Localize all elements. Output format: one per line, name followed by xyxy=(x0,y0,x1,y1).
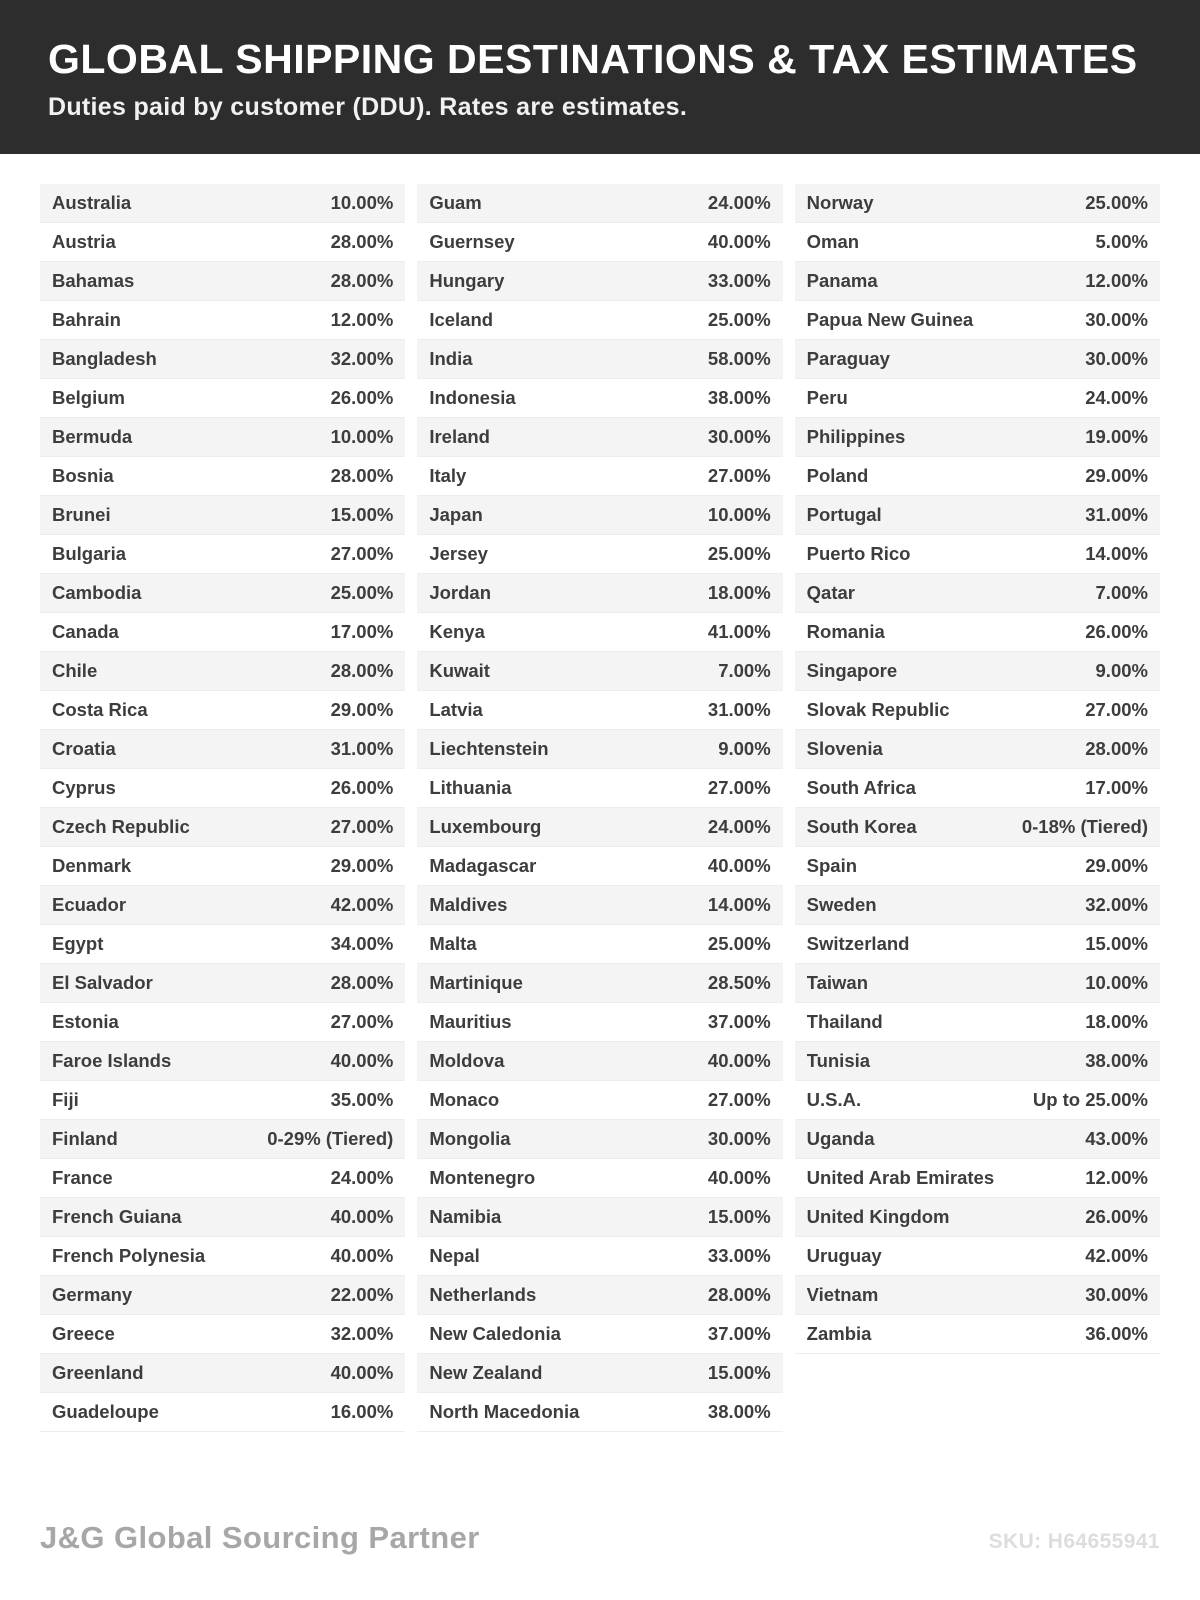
table-row xyxy=(40,964,405,1003)
rate-value: 38.00% xyxy=(707,1401,771,1423)
rate-value: 27.00% xyxy=(330,816,394,838)
country-label: Vietnam xyxy=(806,1284,879,1306)
sku-label: SKU: H64655941 xyxy=(988,1530,1160,1553)
table-row xyxy=(795,1237,1160,1276)
table-row xyxy=(417,925,782,964)
country-label: Monaco xyxy=(429,1089,500,1111)
table-row xyxy=(417,223,782,262)
country-label: Croatia xyxy=(52,738,116,760)
rate-value: 24.00% xyxy=(330,1167,394,1189)
rate-value: 27.00% xyxy=(707,1089,771,1111)
table-row xyxy=(417,184,782,223)
country-label: Brunei xyxy=(52,504,111,526)
table-row xyxy=(40,613,405,652)
table-row xyxy=(417,574,782,613)
rate-value: 30.00% xyxy=(707,1128,771,1150)
country-label: Panama xyxy=(806,270,878,292)
country-label: Bahrain xyxy=(52,309,121,331)
rate-value: 24.00% xyxy=(1085,387,1148,409)
table-row xyxy=(417,847,782,886)
table-row xyxy=(795,847,1160,886)
country-label: Paraguay xyxy=(806,348,890,370)
header xyxy=(0,0,1200,154)
country-label: Australia xyxy=(52,192,132,214)
rate-value: 29.00% xyxy=(330,855,394,877)
country-label: Slovenia xyxy=(806,738,883,760)
rate-value: 15.00% xyxy=(1085,933,1148,955)
table-row xyxy=(40,535,405,574)
rate-value: 0-29% (Tiered) xyxy=(267,1128,394,1150)
country-label: Puerto Rico xyxy=(806,543,911,565)
table-row xyxy=(40,301,405,340)
table-row xyxy=(795,769,1160,808)
table-row xyxy=(795,301,1160,340)
country-label: France xyxy=(52,1167,113,1189)
country-label: Hungary xyxy=(429,270,505,292)
table-row xyxy=(40,1315,405,1354)
rate-value: 30.00% xyxy=(707,426,771,448)
table-row xyxy=(417,613,782,652)
rate-value: 40.00% xyxy=(707,1050,771,1072)
rate-value: 36.00% xyxy=(1085,1323,1148,1345)
country-label: Chile xyxy=(52,660,98,682)
rate-value: 29.00% xyxy=(1085,465,1148,487)
country-label: New Zealand xyxy=(429,1362,543,1384)
table-row xyxy=(40,730,405,769)
rate-value: 24.00% xyxy=(707,816,771,838)
rate-value: 28.00% xyxy=(330,972,394,994)
rates-table xyxy=(0,154,1200,1432)
page-subtitle: Duties paid by customer (DDU). Rates are estimates. xyxy=(48,93,688,122)
table-row xyxy=(417,1081,782,1120)
page-title: GLOBAL SHIPPING DESTINATIONS & TAX ESTIMATES xyxy=(48,36,1138,82)
table-row xyxy=(417,379,782,418)
rate-value: 7.00% xyxy=(1095,582,1148,604)
table-row xyxy=(40,1276,405,1315)
table-row xyxy=(795,964,1160,1003)
country-label: United Arab Emirates xyxy=(806,1167,995,1189)
table-row xyxy=(40,457,405,496)
country-label: Switzerland xyxy=(806,933,910,955)
rate-value: 58.00% xyxy=(707,348,771,370)
rate-value: 32.00% xyxy=(330,1323,394,1345)
table-row xyxy=(795,1315,1160,1354)
rate-value: 27.00% xyxy=(330,543,394,565)
table-row xyxy=(40,1198,405,1237)
brand-text: J&G Global Sourcing Partner xyxy=(40,1520,480,1555)
rate-value: 27.00% xyxy=(330,1011,394,1033)
rate-value: 40.00% xyxy=(707,231,771,253)
rate-value: 27.00% xyxy=(707,465,771,487)
table-row xyxy=(40,925,405,964)
country-label: Faroe Islands xyxy=(52,1050,172,1072)
table-row xyxy=(417,808,782,847)
country-label: Ecuador xyxy=(52,894,127,916)
country-label: Romania xyxy=(806,621,885,643)
table-row xyxy=(795,184,1160,223)
country-label: South Korea xyxy=(806,816,917,838)
rate-value: 26.00% xyxy=(330,387,394,409)
table-row xyxy=(795,1003,1160,1042)
table-row xyxy=(417,1237,782,1276)
rate-value: 10.00% xyxy=(330,192,394,214)
rate-value: 25.00% xyxy=(330,582,394,604)
rate-column-3 xyxy=(795,184,1160,1354)
country-label: French Polynesia xyxy=(52,1245,206,1267)
table-row xyxy=(795,340,1160,379)
country-label: Thailand xyxy=(806,1011,883,1033)
country-label: Jordan xyxy=(429,582,492,604)
rate-value: 32.00% xyxy=(1085,894,1148,916)
rate-value: 28.00% xyxy=(330,270,394,292)
table-row xyxy=(417,496,782,535)
rate-value: 5.00% xyxy=(1095,231,1148,253)
country-label: Costa Rica xyxy=(52,699,148,721)
rate-value: 35.00% xyxy=(330,1089,394,1111)
rate-value: 25.00% xyxy=(707,933,771,955)
rate-value: 12.00% xyxy=(1085,270,1148,292)
rate-value: 42.00% xyxy=(1085,1245,1148,1267)
table-row xyxy=(40,1042,405,1081)
country-label: El Salvador xyxy=(52,972,153,994)
table-row xyxy=(40,1081,405,1120)
rate-value: 30.00% xyxy=(1085,348,1148,370)
table-row xyxy=(40,691,405,730)
rate-value: 18.00% xyxy=(707,582,771,604)
table-row xyxy=(40,769,405,808)
rate-value: 28.50% xyxy=(707,972,771,994)
country-label: Iceland xyxy=(429,309,494,331)
table-row xyxy=(417,1003,782,1042)
country-label: Guam xyxy=(429,192,482,214)
country-label: Guernsey xyxy=(429,231,515,253)
country-label: Oman xyxy=(806,231,860,253)
table-row xyxy=(417,1120,782,1159)
rate-value: 43.00% xyxy=(1085,1128,1148,1150)
table-row xyxy=(40,340,405,379)
country-label: Bermuda xyxy=(52,426,133,448)
rate-value: 33.00% xyxy=(707,270,771,292)
rate-value: 38.00% xyxy=(1085,1050,1148,1072)
rate-value: 37.00% xyxy=(707,1011,771,1033)
rate-value: 15.00% xyxy=(707,1362,771,1384)
country-label: Jersey xyxy=(429,543,488,565)
table-row xyxy=(795,457,1160,496)
country-label: Bosnia xyxy=(52,465,114,487)
country-label: Latvia xyxy=(429,699,483,721)
country-label: New Caledonia xyxy=(429,1323,561,1345)
country-label: Japan xyxy=(429,504,483,526)
rate-value: 15.00% xyxy=(707,1206,771,1228)
country-label: Belgium xyxy=(52,387,125,409)
table-row xyxy=(417,418,782,457)
table-row xyxy=(40,418,405,457)
rate-value: 34.00% xyxy=(330,933,394,955)
rate-column-1 xyxy=(40,184,405,1432)
rate-value: 15.00% xyxy=(330,504,394,526)
country-label: Norway xyxy=(806,192,874,214)
country-label: Malta xyxy=(429,933,477,955)
table-row xyxy=(417,457,782,496)
country-label: Fiji xyxy=(52,1089,79,1111)
table-row xyxy=(795,691,1160,730)
country-label: Greece xyxy=(52,1323,115,1345)
table-row xyxy=(40,1393,405,1432)
country-label: Uganda xyxy=(806,1128,875,1150)
country-label: Finland xyxy=(52,1128,118,1150)
rate-value: 28.00% xyxy=(707,1284,771,1306)
table-row xyxy=(795,1159,1160,1198)
country-label: Germany xyxy=(52,1284,133,1306)
table-row xyxy=(795,613,1160,652)
country-label: Montenegro xyxy=(429,1167,536,1189)
rate-value: 30.00% xyxy=(1085,309,1148,331)
table-row xyxy=(417,730,782,769)
country-label: Maldives xyxy=(429,894,508,916)
country-label: Austria xyxy=(52,231,116,253)
rate-value: 40.00% xyxy=(707,855,771,877)
rate-value: 10.00% xyxy=(707,504,771,526)
rate-value: 27.00% xyxy=(707,777,771,799)
rate-value: 10.00% xyxy=(1085,972,1148,994)
country-label: North Macedonia xyxy=(429,1401,580,1423)
country-label: Luxembourg xyxy=(429,816,542,838)
table-row xyxy=(795,418,1160,457)
country-label: Tunisia xyxy=(806,1050,871,1072)
rate-value: 28.00% xyxy=(330,465,394,487)
table-row xyxy=(795,223,1160,262)
country-label: Mongolia xyxy=(429,1128,511,1150)
country-label: Cambodia xyxy=(52,582,142,604)
table-row xyxy=(417,340,782,379)
rate-value: 38.00% xyxy=(707,387,771,409)
table-row xyxy=(40,1120,405,1159)
rate-value: 27.00% xyxy=(1085,699,1148,721)
rate-value: 28.00% xyxy=(330,231,394,253)
rate-value: 26.00% xyxy=(330,777,394,799)
table-row xyxy=(795,574,1160,613)
country-label: Egypt xyxy=(52,933,104,955)
rate-value: 26.00% xyxy=(1085,1206,1148,1228)
table-row xyxy=(795,652,1160,691)
country-label: Estonia xyxy=(52,1011,119,1033)
country-label: Cyprus xyxy=(52,777,116,799)
rate-value: 9.00% xyxy=(1095,660,1148,682)
rate-column-2 xyxy=(417,184,782,1432)
rate-value: 31.00% xyxy=(707,699,771,721)
rate-value: 29.00% xyxy=(330,699,394,721)
rate-value: 17.00% xyxy=(330,621,394,643)
rate-value: 42.00% xyxy=(330,894,394,916)
country-label: Spain xyxy=(806,855,858,877)
country-label: Papua New Guinea xyxy=(806,309,974,331)
country-label: Poland xyxy=(806,465,869,487)
table-row xyxy=(795,379,1160,418)
country-label: Ireland xyxy=(429,426,490,448)
table-row xyxy=(417,964,782,1003)
table-row xyxy=(795,730,1160,769)
country-label: Mauritius xyxy=(429,1011,512,1033)
country-label: Singapore xyxy=(806,660,898,682)
table-row xyxy=(40,1003,405,1042)
rate-value: 22.00% xyxy=(330,1284,394,1306)
rate-value: Up to 25.00% xyxy=(1032,1089,1148,1111)
table-row xyxy=(795,535,1160,574)
rate-value: 25.00% xyxy=(1085,192,1148,214)
country-label: India xyxy=(429,348,473,370)
country-label: Bahamas xyxy=(52,270,135,292)
rate-value: 37.00% xyxy=(707,1323,771,1345)
rate-value: 25.00% xyxy=(707,309,771,331)
table-row xyxy=(795,1276,1160,1315)
table-row xyxy=(417,652,782,691)
rate-value: 12.00% xyxy=(1085,1167,1148,1189)
country-label: Namibia xyxy=(429,1206,502,1228)
rate-value: 32.00% xyxy=(330,348,394,370)
country-label: Canada xyxy=(52,621,119,643)
country-label: Taiwan xyxy=(806,972,868,994)
country-label: Liechtenstein xyxy=(429,738,549,760)
rate-value: 12.00% xyxy=(330,309,394,331)
rate-value: 10.00% xyxy=(330,426,394,448)
rate-value: 41.00% xyxy=(707,621,771,643)
table-row xyxy=(417,1276,782,1315)
table-row xyxy=(795,925,1160,964)
country-label: Bulgaria xyxy=(52,543,127,565)
country-label: Kuwait xyxy=(429,660,490,682)
table-row xyxy=(795,886,1160,925)
rate-value: 14.00% xyxy=(1085,543,1148,565)
rate-value: 7.00% xyxy=(718,660,771,682)
country-label: Czech Republic xyxy=(52,816,190,838)
table-row xyxy=(417,1315,782,1354)
country-label: Denmark xyxy=(52,855,132,877)
rate-value: 17.00% xyxy=(1085,777,1148,799)
rate-value: 18.00% xyxy=(1085,1011,1148,1033)
country-label: Qatar xyxy=(806,582,855,604)
table-row xyxy=(40,808,405,847)
rate-value: 31.00% xyxy=(330,738,394,760)
rate-value: 30.00% xyxy=(1085,1284,1148,1306)
table-row xyxy=(417,691,782,730)
rate-value: 14.00% xyxy=(707,894,771,916)
footer xyxy=(40,1520,1160,1556)
country-label: Madagascar xyxy=(429,855,537,877)
rate-value: 28.00% xyxy=(1085,738,1148,760)
rate-value: 16.00% xyxy=(330,1401,394,1423)
table-row xyxy=(417,1042,782,1081)
table-row xyxy=(40,184,405,223)
rate-value: 40.00% xyxy=(330,1245,394,1267)
country-label: South Africa xyxy=(806,777,916,799)
table-row xyxy=(40,886,405,925)
country-label: Nepal xyxy=(429,1245,480,1267)
rate-value: 24.00% xyxy=(707,192,771,214)
table-row xyxy=(417,535,782,574)
table-row xyxy=(795,496,1160,535)
table-row xyxy=(417,1354,782,1393)
country-label: Netherlands xyxy=(429,1284,537,1306)
country-label: Kenya xyxy=(429,621,485,643)
rate-value: 25.00% xyxy=(707,543,771,565)
country-label: United Kingdom xyxy=(806,1206,950,1228)
country-label: Zambia xyxy=(806,1323,872,1345)
table-row xyxy=(795,1198,1160,1237)
table-row xyxy=(40,1354,405,1393)
country-label: Bangladesh xyxy=(52,348,157,370)
table-row xyxy=(795,262,1160,301)
table-row xyxy=(417,1393,782,1432)
rate-value: 31.00% xyxy=(1085,504,1148,526)
table-row xyxy=(795,1120,1160,1159)
rate-value: 9.00% xyxy=(718,738,771,760)
country-label: Moldova xyxy=(429,1050,505,1072)
rate-value: 40.00% xyxy=(707,1167,771,1189)
country-label: Italy xyxy=(429,465,467,487)
table-row xyxy=(40,847,405,886)
table-row xyxy=(795,1042,1160,1081)
rate-value: 29.00% xyxy=(1085,855,1148,877)
table-row xyxy=(40,496,405,535)
table-row xyxy=(417,1159,782,1198)
table-row xyxy=(40,1237,405,1276)
rate-value: 40.00% xyxy=(330,1050,394,1072)
rate-value: 28.00% xyxy=(330,660,394,682)
country-label: French Guiana xyxy=(52,1206,182,1228)
country-label: Lithuania xyxy=(429,777,512,799)
country-label: Portugal xyxy=(806,504,882,526)
table-row xyxy=(417,886,782,925)
country-label: Uruguay xyxy=(806,1245,882,1267)
table-row xyxy=(40,262,405,301)
table-row xyxy=(795,808,1160,847)
country-label: U.S.A. xyxy=(806,1089,862,1111)
table-row xyxy=(40,574,405,613)
country-label: Sweden xyxy=(806,894,877,916)
rate-value: 19.00% xyxy=(1085,426,1148,448)
table-row xyxy=(40,223,405,262)
table-row xyxy=(417,1198,782,1237)
country-label: Guadeloupe xyxy=(52,1401,159,1423)
rate-value: 40.00% xyxy=(330,1206,394,1228)
rate-value: 40.00% xyxy=(330,1362,394,1384)
country-label: Greenland xyxy=(52,1362,144,1384)
table-row xyxy=(417,301,782,340)
table-row xyxy=(795,1081,1160,1120)
rate-value: 33.00% xyxy=(707,1245,771,1267)
country-label: Indonesia xyxy=(429,387,516,409)
rate-value: 0-18% (Tiered) xyxy=(1021,816,1148,838)
table-row xyxy=(40,379,405,418)
table-row xyxy=(417,769,782,808)
country-label: Martinique xyxy=(429,972,523,994)
table-row xyxy=(40,1159,405,1198)
rate-value: 26.00% xyxy=(1085,621,1148,643)
country-label: Peru xyxy=(806,387,848,409)
country-label: Slovak Republic xyxy=(806,699,950,721)
country-label: Philippines xyxy=(806,426,906,448)
table-row xyxy=(417,262,782,301)
table-row xyxy=(40,652,405,691)
